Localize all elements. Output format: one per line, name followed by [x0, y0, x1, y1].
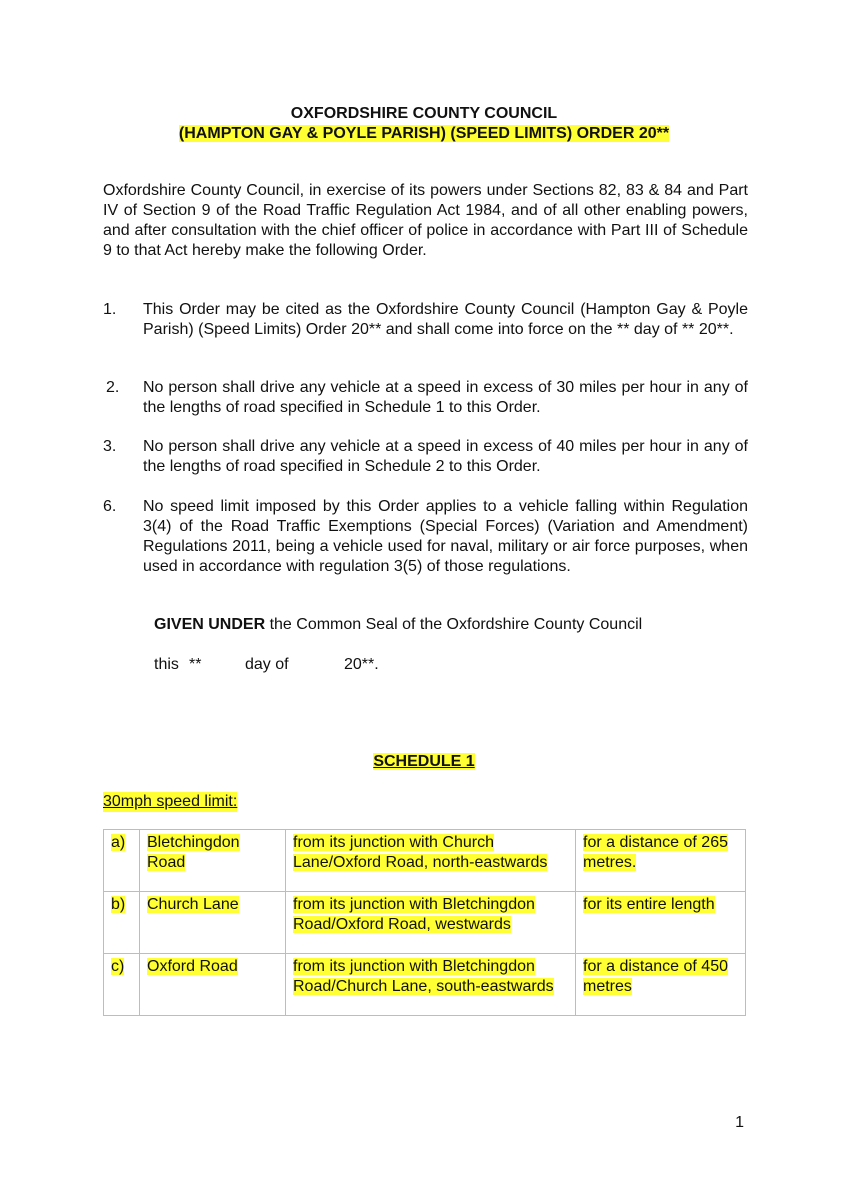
clause-text: No speed limit imposed by this Order applies to a vehicle falling within Regulation 3(4) of the Road Traffic Exemptions (Special Forces) (Variation and Amendment) Regulations 2011, being a vehicle used for naval, military or air force purposes, when used in accordance with regulation 3(5) of those regulations. [143, 498, 748, 575]
row-id: a) [104, 830, 140, 892]
road-extent: for a distance of 450 metres [576, 954, 746, 1016]
seal-text: the Common Seal of the Oxfordshire County Council [265, 616, 643, 633]
clause-number: 2. [106, 379, 120, 396]
clause-number: 1. [103, 301, 117, 318]
road-extent: for a distance of 265 metres. [576, 830, 746, 892]
order-heading [0, 104, 848, 144]
table-row [104, 830, 746, 892]
road-extent: for its entire length [576, 892, 746, 954]
road-from: from its junction with Bletchingdon Road/Oxford Road, westwards [286, 892, 576, 954]
page-number: 1 [735, 1114, 744, 1131]
road-from: from its junction with Bletchingdon Road/Church Lane, south-eastwards [286, 954, 576, 1016]
clause-text: This Order may be cited as the Oxfordshire County Council (Hampton Gay & Poyle Parish) (Speed Limits) Order 20** and shall come into force on the ** day of ** 20**. [143, 301, 748, 338]
speed-limit-label: 30mph speed limit: [103, 793, 238, 810]
council-name: OXFORDSHIRE COUNTY COUNCIL [290, 105, 558, 122]
road-name: Church Lane [140, 892, 286, 954]
schedule-table [103, 829, 746, 1016]
clause-text: No person shall drive any vehicle at a speed in excess of 40 miles per hour in any of the lengths of road specified in Schedule 2 to this Order. [143, 438, 748, 475]
road-from: from its junction with Church Lane/Oxford Road, north-eastwards [286, 830, 576, 892]
order-title: (HAMPTON GAY & POYLE PARISH) (SPEED LIMITS) ORDER 20** [178, 125, 670, 142]
intro-paragraph: Oxfordshire County Council, in exercise of its powers under Sections 82, 83 & 84 and Part IV of Section 9 of the Road Traffic Regulation Act 1984, and of all other enabling powers, and after consultation with the chief officer of police in accordance with Part III of Schedule 9 to that Act hereby make the following Order. [103, 182, 748, 259]
table-row [104, 954, 746, 1016]
year-placeholder: 20**. [344, 656, 379, 673]
clause-text: No person shall drive any vehicle at a speed in excess of 30 miles per hour in any of the lengths of road specified in Schedule 1 to this Order. [143, 379, 748, 416]
clause-number: 3. [103, 438, 117, 455]
row-id: b) [104, 892, 140, 954]
clause-number: 6. [103, 498, 117, 515]
road-name: Oxford Road [140, 954, 286, 1016]
day-of-label: day of [245, 656, 289, 673]
given-under-label: GIVEN UNDER [154, 616, 266, 633]
this-word: this [154, 656, 179, 673]
road-name: Bletchingdon Road [140, 830, 286, 892]
row-id: c) [104, 954, 140, 1016]
seal-statement [154, 615, 642, 635]
schedule-heading: SCHEDULE 1 [373, 753, 475, 770]
day-placeholder: ** [189, 656, 202, 673]
table-row [104, 892, 746, 954]
